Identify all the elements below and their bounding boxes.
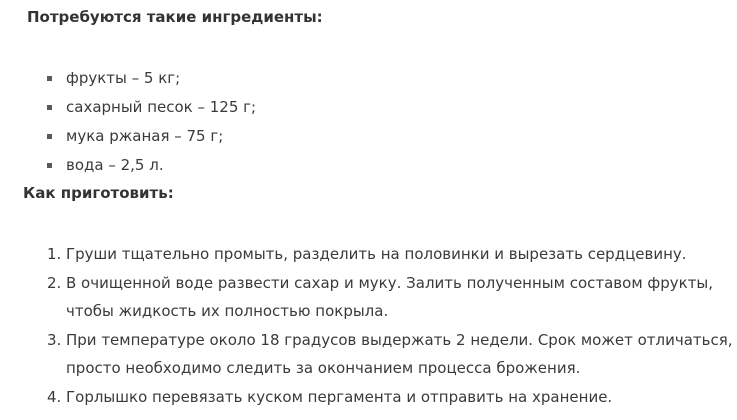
step-number: 2. xyxy=(47,273,62,292)
square-bullet-icon xyxy=(47,134,52,139)
step-text-continued: чтобы жидкость их полностью покрыла. xyxy=(66,302,389,320)
step-number: 1. xyxy=(47,245,62,263)
step-text: Горлышко перевязать куском пергамента и отправить на хранение. xyxy=(66,387,613,406)
list-item xyxy=(47,154,687,183)
list-item xyxy=(47,125,687,154)
step-text: При температуре около 18 градусов выдержать 2 недели. Срок может отличаться, xyxy=(66,330,733,349)
ingredient-text: фрукты – 5 кг; xyxy=(66,69,181,87)
square-bullet-icon xyxy=(47,163,52,168)
ingredients-list xyxy=(47,67,687,183)
step-text-continued: просто необходимо следить за окончанием процесса брожения. xyxy=(66,359,581,377)
square-bullet-icon xyxy=(47,76,52,81)
ingredient-text: мука ржаная – 75 г; xyxy=(66,127,224,145)
step-number: 4. xyxy=(47,387,62,406)
step-item xyxy=(47,383,717,412)
square-bullet-icon xyxy=(47,105,52,110)
list-item xyxy=(47,96,687,125)
step-item xyxy=(47,269,717,326)
howto-heading: Как приготовить: xyxy=(23,184,174,202)
list-item xyxy=(47,67,687,96)
step-item xyxy=(47,326,733,383)
ingredient-text: вода – 2,5 л. xyxy=(66,156,164,174)
step-text: Груши тщательно промыть, разделить на половинки и вырезать сердцевину. xyxy=(66,245,687,263)
steps-list xyxy=(47,240,733,411)
ingredient-text: сахарный песок – 125 г; xyxy=(66,98,257,116)
step-text: В очищенной воде развести сахар и муку. Залить полученным составом фрукты, xyxy=(66,273,714,292)
ingredients-heading: Потребуются такие ингредиенты: xyxy=(27,8,323,26)
step-item xyxy=(47,240,717,269)
step-number: 3. xyxy=(47,330,62,349)
